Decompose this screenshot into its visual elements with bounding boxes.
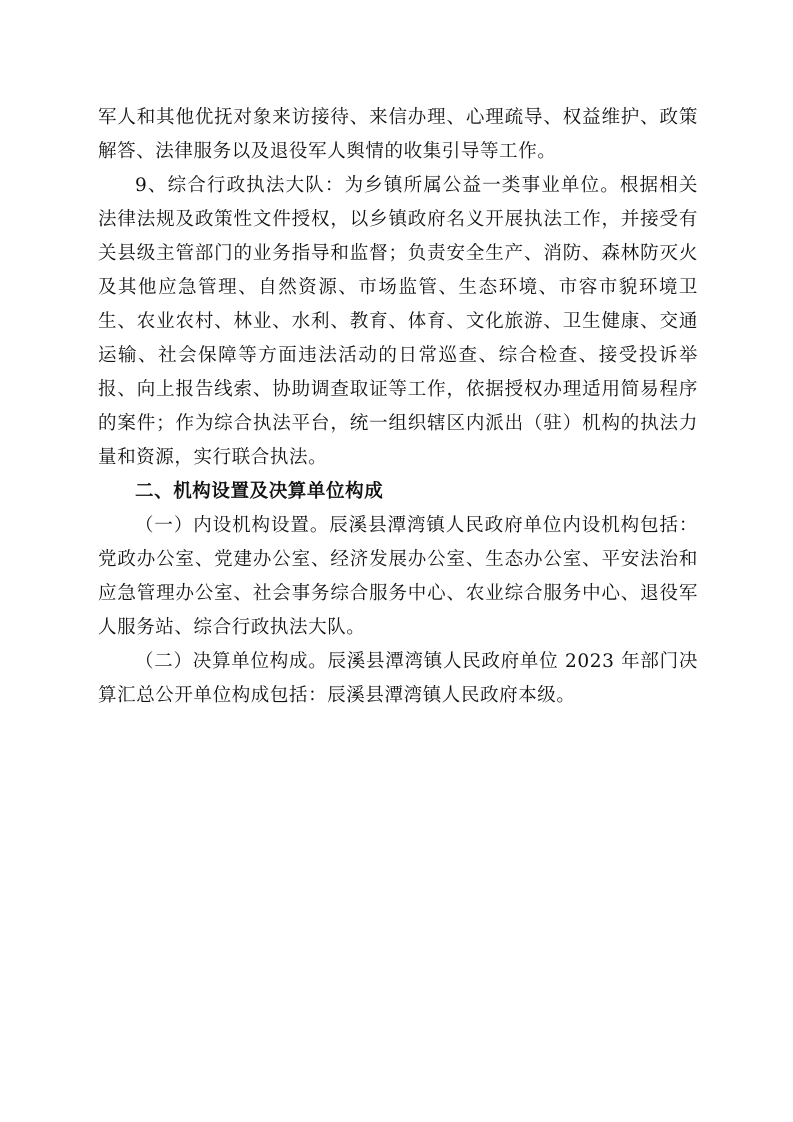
paragraph-enforcement-brigade: 9、综合行政执法大队：为乡镇所属公益一类事业单位。根据相关法律法规及政策性文件授权，以乡镇政府名义开展执法工作，并接受有关县级主管部门的业务指导和监督；负责安全生产、消防、森林防灭火及其他应急管理、自然资源、市场监管、生态环境、市容市貌环境卫生、农业农村、林业、水利、教育、体育、文化旅游、卫生健康、交通运输、社会保障等方面违法活动的日常巡查、综合检查、接受投诉举报、向上报告线索、协助调查取证等工作，依据授权办理适用简易程序的案件；作为综合执法平台，统一组织辖区内派出（驻）机构的执法力量和资源，实行联合执法。: [98, 175, 698, 468]
document-body: [98, 101, 698, 713]
section-heading: 二、机构设置及决算单位构成: [135, 481, 384, 502]
paragraph-internal-structure: （一）内设机构设置。辰溪县潭湾镇人民政府单位内设机构包括：党政办公室、党建办公室、经济发展办公室、生态办公室、平安法治和应急管理办公室、社会事务综合服务中心、农业综合服务中心、退役军人服务站、综合行政执法大队。: [98, 515, 698, 638]
paragraph-budget-unit: （二）决算单位构成。辰溪县潭湾镇人民政府单位 2023 年部门决算汇总公开单位构成包括：辰溪县潭湾镇人民政府本级。: [98, 651, 698, 706]
paragraph-continuation: 军人和其他优抚对象来访接待、来信办理、心理疏导、权益维护、政策解答、法律服务以及退役军人舆情的收集引导等工作。: [98, 107, 698, 162]
